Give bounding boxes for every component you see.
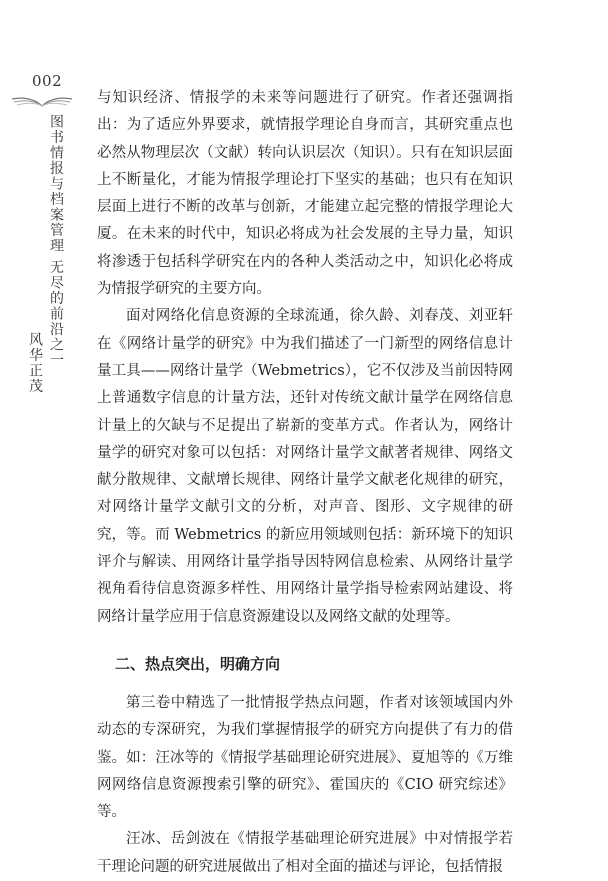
side-series-title: 图书情报与档案管理 无尽的前沿之一 bbox=[48, 114, 64, 368]
paragraph: 汪冰、岳剑波在《情报学基础理论研究进展》中对情报学若干理论问题的研究进展做出了相对全面的描述与评论，包括情报 bbox=[97, 831, 513, 875]
open-book-icon bbox=[10, 90, 74, 108]
paragraph: 第三卷中精选了一批情报学热点问题，作者对该领域国内外动态的专深研究，为我们掌握情报学的研究方向提供了有力的借鉴。如：汪冰等的《情报学基础理论研究进展》、夏旭等的《万维网网络信息资源搜索引擎的研究》、霍国庆的《CIO 研究综述》等。 bbox=[97, 694, 513, 821]
body-text bbox=[97, 85, 513, 881]
paragraph: 面对网络化信息资源的全球流通，徐久龄、刘春茂、刘亚轩在《网络计量学的研究》中为我们描述了一门新型的网络信息计量工具——网络计量学（Webmetrics），它不仅涉及当前因特网上普通数字信息的计量方法，还针对传统文献计量学在网络信息计量上的欠缺与不足提出了崭新的变革方式。作者认为，网络计量学的研究对象可以包括：对网络计量学文献著者规律、网络文献分散规律、文献增长规律、网络计量学文献老化规律的研究，对网络计量学文献引文的分析，对声音、图形、文字规律的研究，等。而 Webmetrics 的新应用领域则包括：新环境下的知识评介与解读、用网络计量学指导因特网信息检索、从网络计量学视角看待信息资源多样性、用网络计量学指导检索网站建设、将网络计量学应用于信息资源建设以及网络文献的处理等。 bbox=[97, 308, 513, 625]
side-book-subtitle: 风华正茂 bbox=[27, 332, 43, 394]
page-number: 002 bbox=[32, 72, 63, 90]
section-heading: 二、热点突出，明确方向 bbox=[115, 654, 281, 673]
paragraph-continued: 与知识经济、情报学的未来等问题进行了研究。作者还强调指出：为了适应外界要求，就情报学理论自身而言，其研究重点也必然从物理层次（文献）转向认识层次（知识）。只有在知识层面上不断量化，才能为情报学理论打下坚实的基础；也只有在知识层面上进行不断的改革与创新，才能建立起完整的情报学理论大厦。在未来的时代中，知识必将成为社会发展的主导力量，知识将渗透于包括科学研究在内的各种人类活动之中，知识化必将成为情报学研究的主要方向。 bbox=[97, 90, 513, 298]
